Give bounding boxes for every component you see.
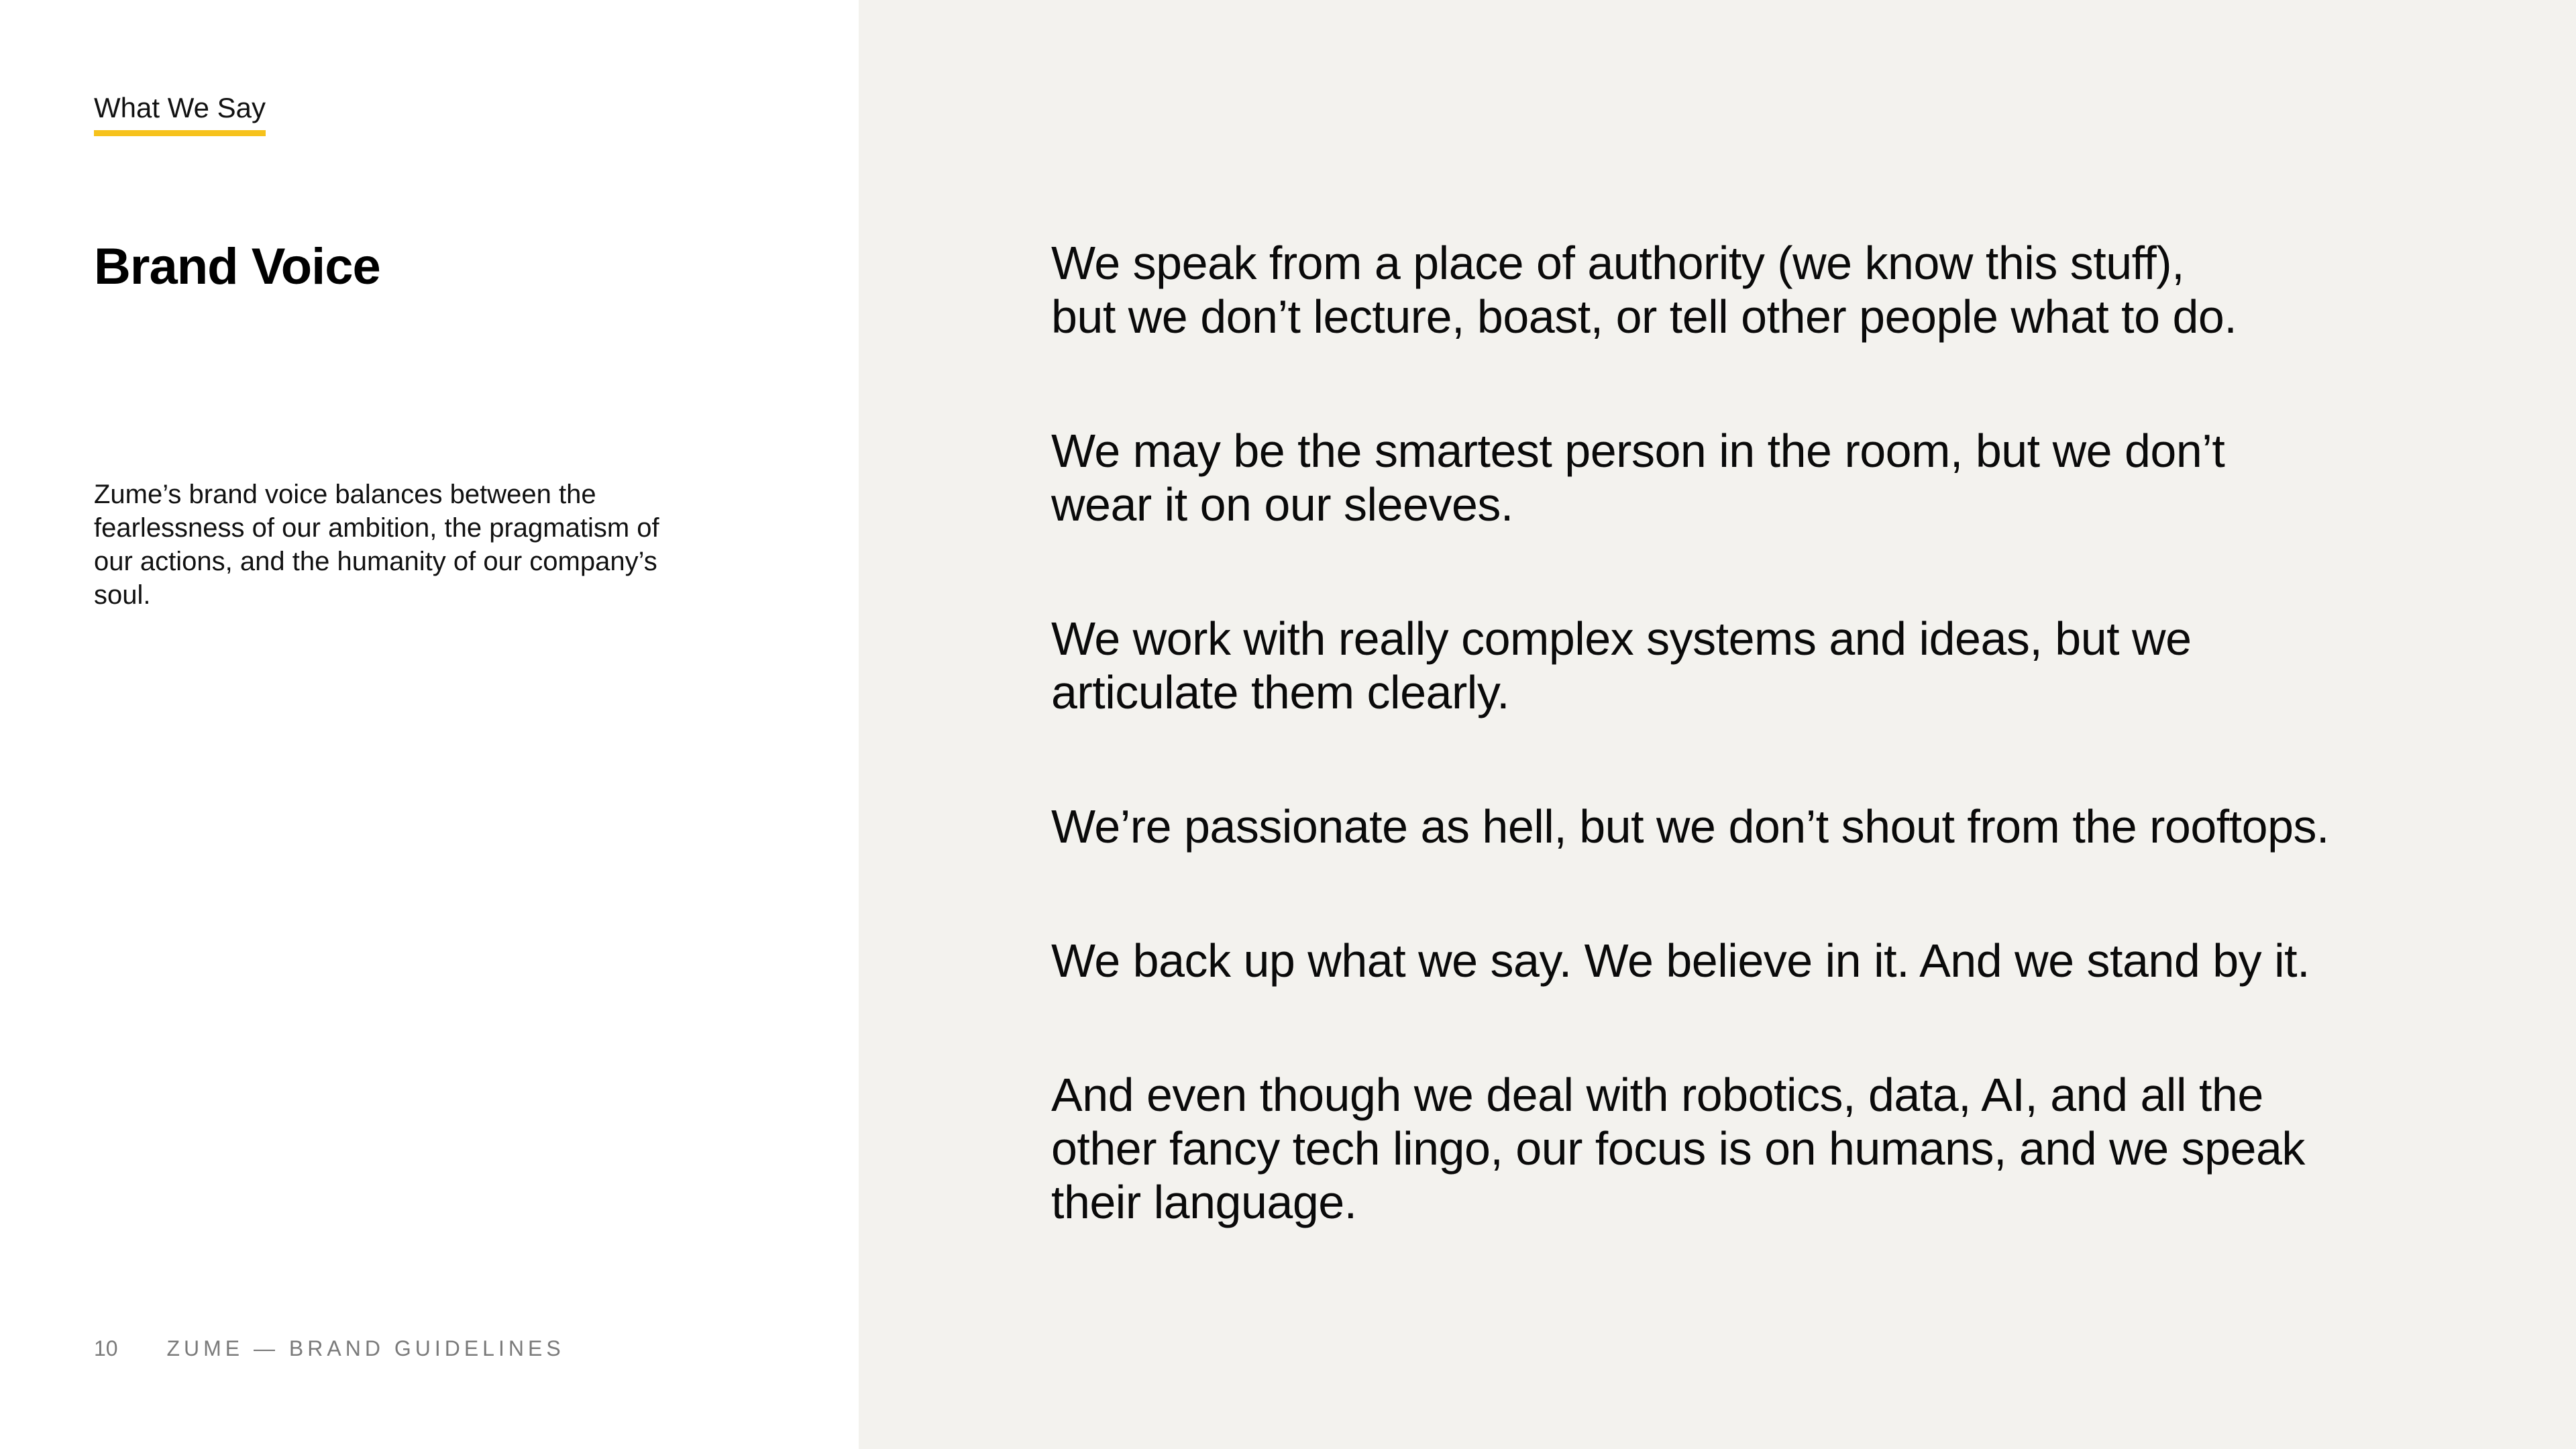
page-number: 10 xyxy=(94,1336,118,1360)
statement-line: We speak from a place of authority (we know this stuff), xyxy=(1051,237,2185,289)
statement-line: We’re passionate as hell, but we don’t shout from the rooftops. xyxy=(1051,800,2329,853)
page-title: Brand Voice xyxy=(94,238,380,295)
statement-line: their language. xyxy=(1051,1176,1357,1228)
voice-statement-list xyxy=(1051,236,2447,1309)
section-label: What We Say xyxy=(94,90,266,136)
statement-line: We may be the smartest person in the room, but we don’t xyxy=(1051,425,2225,477)
voice-statement-complex-systems xyxy=(1051,612,2447,719)
statement-line: We work with really complex systems and ideas, but we xyxy=(1051,612,2192,665)
voice-statement-smartest xyxy=(1051,424,2447,531)
voice-statement-humans xyxy=(1051,1068,2447,1229)
statement-line: but we don’t lecture, boast, or tell other people what to do. xyxy=(1051,290,2237,343)
left-panel xyxy=(0,0,859,1449)
statement-line: wear it on our sleeves. xyxy=(1051,478,1513,531)
voice-statement-passionate xyxy=(1051,800,2447,853)
intro-paragraph: Zume’s brand voice balances between the fearlessness of our ambition, the pragmatism of our actions, and the humanity of our company’s soul. xyxy=(94,480,659,610)
statement-line: We back up what we say. We believe in it. And we stand by it. xyxy=(1051,934,2310,987)
page-footer xyxy=(94,1335,565,1362)
voice-statement-back-up xyxy=(1051,934,2447,987)
statement-line: And even though we deal with robotics, data, AI, and all the xyxy=(1051,1069,2263,1121)
statement-line: articulate them clearly. xyxy=(1051,666,1510,718)
statement-line: other fancy tech lingo, our focus is on humans, and we speak xyxy=(1051,1122,2305,1175)
voice-statement-authority xyxy=(1051,236,2447,343)
document-name: ZUME — BRAND GUIDELINES xyxy=(166,1336,565,1360)
